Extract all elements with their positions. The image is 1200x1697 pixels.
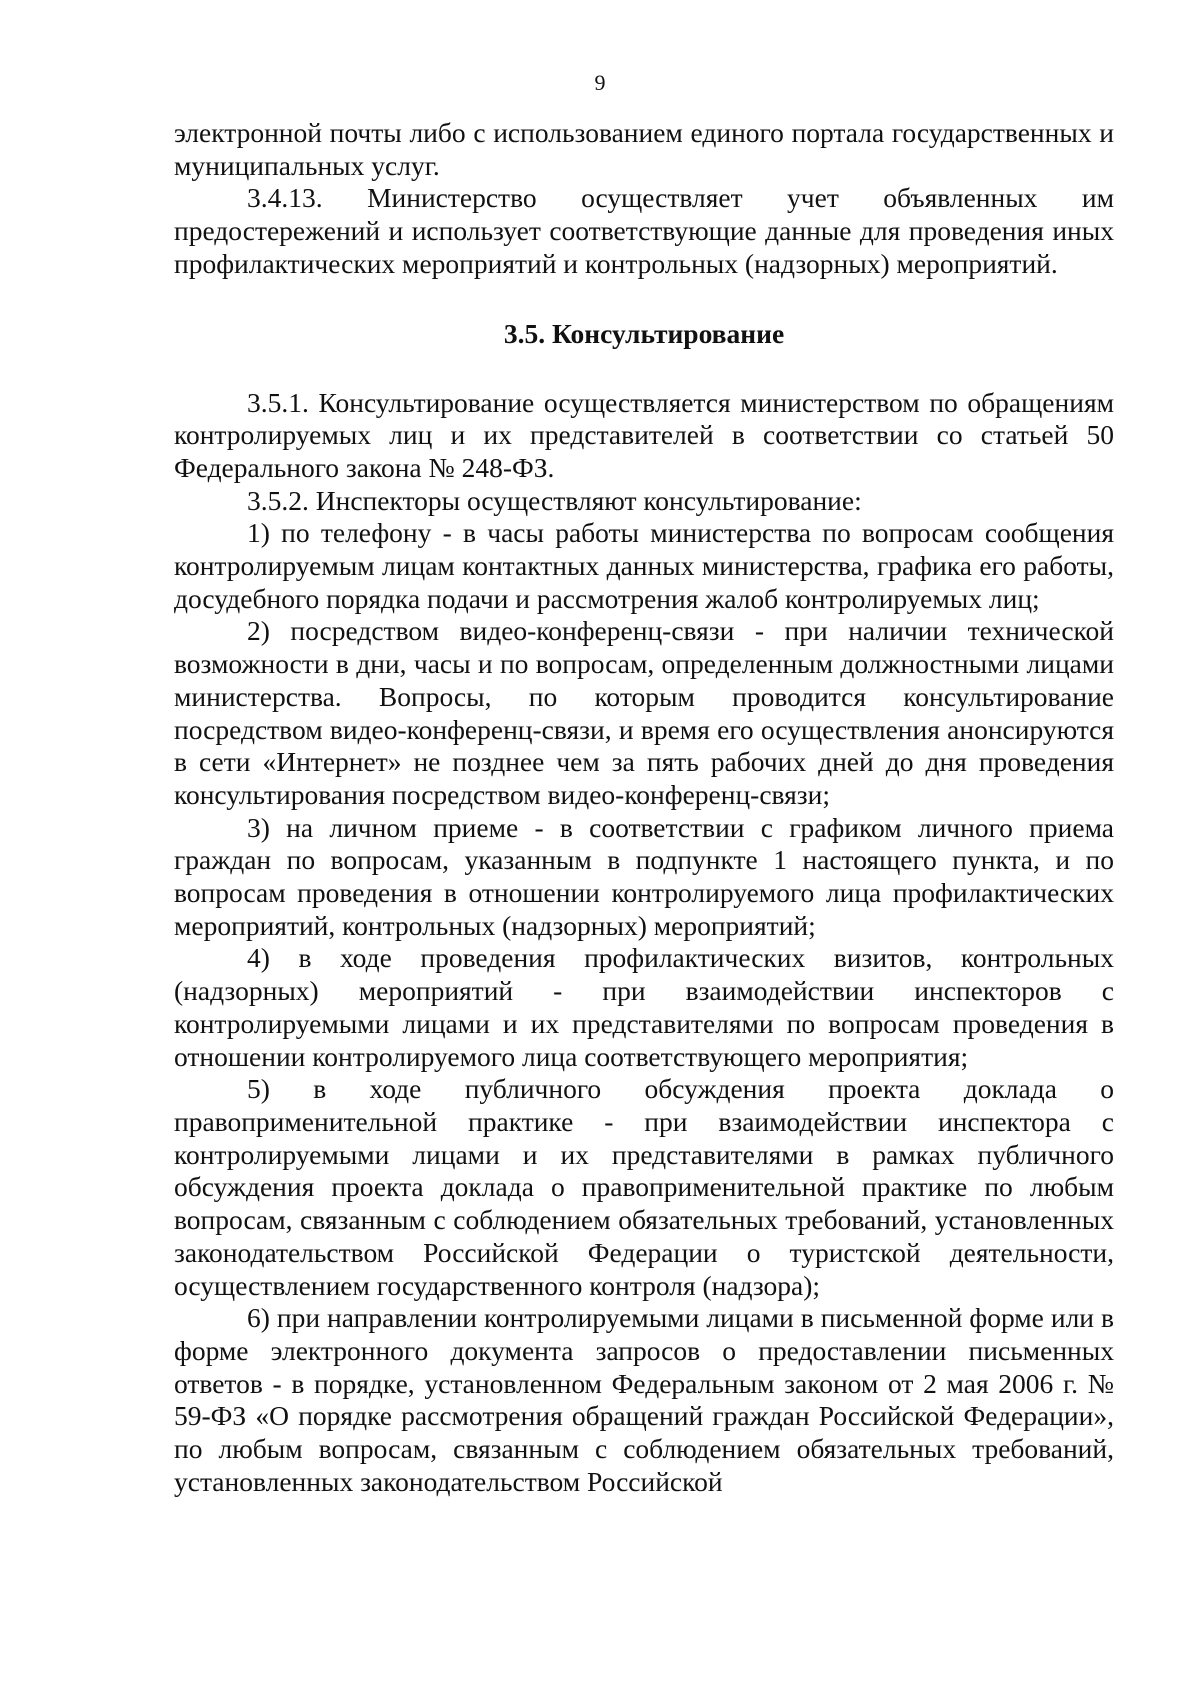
paragraph-3-5-2: 3.5.2. Инспекторы осуществляют консультирование: bbox=[247, 484, 862, 516]
section-heading: 3.5. Консультирование bbox=[503, 317, 785, 349]
page-number: 9 bbox=[594, 70, 606, 95]
list-item-4: 4) в ходе проведения профилактических визитов, контрольных (надзорных) мероприятий - при взаимодействии инспекторов с контролируемыми лицами и их представителями по вопросам проведения в отношении контролируемого лица соответствующего мероприятия; bbox=[174, 942, 1114, 1072]
list-item-1: 1) по телефону - в часы работы министерства по вопросам сообщения контролируемым лицам контактных данных министерства, графика его работы, досудебного порядка подачи и рассмотрения жалоб контролируемых лиц; bbox=[174, 517, 1114, 614]
paragraph-3-4-13: 3.4.13. Министерство осуществляет учет объявленных им предостережений и использует соответствующие данные для проведения иных профилактических мероприятий и контрольных (надзорных) мероприятий. bbox=[174, 182, 1114, 279]
list-item-2: 2) посредством видео-конференц-связи - при наличии технической возможности в дни, часы и по вопросам, определенным должностными лицами министерства. Вопросы, по которым проводится консультирование посредством видео-конференц-связи, и время его осуществления анонсируются в сети «Интернет» не позднее чем за пять рабочих дней до дня проведения консультирования посредством видео-конференц-связи; bbox=[174, 615, 1114, 810]
list-item-6: 6) при направлении контролируемыми лицами в письменной форме или в форме электронного документа запросов о предоставлении письменных ответов - в порядке, установленном Федеральным законом от 2 мая 2006 г. № 59-ФЗ «О порядке рассмотрения обращений граждан Российской Федерации», по любым вопросам, связанным с соблюдением обязательных требований, установленных законодательством Российской bbox=[174, 1302, 1114, 1497]
list-item-5: 5) в ходе публичного обсуждения проекта доклада о правоприменительной практике - при взаимодействии инспектора с контролируемыми лицами и их представителями в рамках публичного обсуждения проекта доклада о правоприменительной практике по любым вопросам, связанным с соблюдением обязательных требований, установленных законодательством Российской Федерации о туристской деятельности, осуществлением государственного контроля (надзора); bbox=[174, 1073, 1114, 1301]
document-body bbox=[174, 117, 1114, 1498]
list-item-3: 3) на личном приеме - в соответствии с графиком личного приема граждан по вопросам, указанным в подпункте 1 настоящего пункта, и по вопросам проведения в отношении контролируемого лица профилактических мероприятий, контрольных (надзорных) мероприятий; bbox=[174, 811, 1114, 941]
paragraph-continuation: электронной почты либо с использованием единого портала государственных и муниципальных услуг. bbox=[174, 117, 1114, 181]
paragraph-3-5-1: 3.5.1. Консультирование осуществляется министерством по обращениям контролируемых лиц и их представителей в соответствии со статьей 50 Федерального закона № 248-ФЗ. bbox=[174, 386, 1114, 483]
